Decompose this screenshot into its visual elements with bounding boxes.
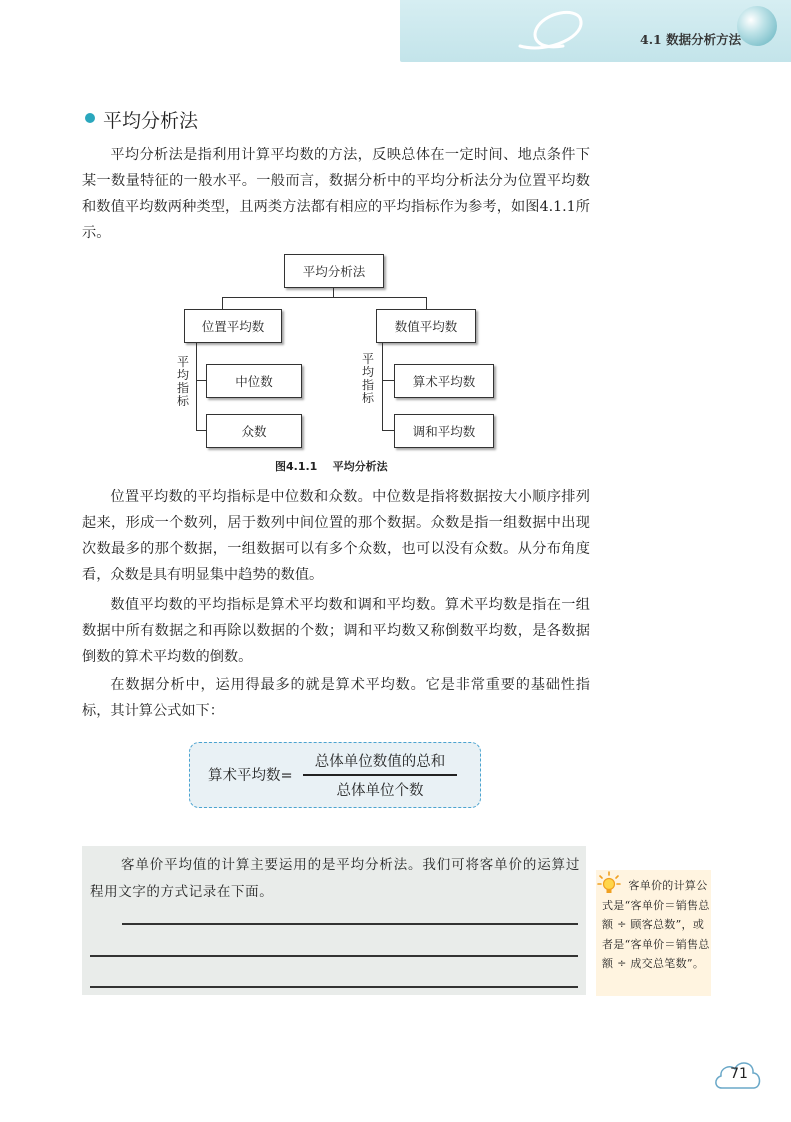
diagram-right-branch-box: 数值平均数 (376, 309, 476, 343)
formula-denominator: 总体单位个数 (336, 783, 424, 799)
answer-line[interactable] (90, 986, 578, 988)
header-sphere-icon (737, 6, 777, 46)
tip-text: 客单价的计算公式是“客单价＝销售总额 ÷ 顾客总数”，或者是“客单价＝销售总额 ÷ 成交总笔数”。 (602, 879, 710, 970)
figure-caption: 图4.1.1 平均分析法 (275, 460, 388, 473)
section-heading: 平均分析法 (103, 110, 199, 132)
diagram-node-median: 中位数 (206, 364, 302, 398)
exercise-prompt: 客单价平均值的计算主要运用的是平均分析法。我们可将客单价的运算过程用文字的方式记录在下面。 (90, 857, 580, 900)
position-average-paragraph: 位置平均数的平均指标是中位数和众数。中位数是指将数据按大小顺序排列起来，形成一个数列，居于数列中间位置的那个数据。众数是指一组数据中出现次数最多的那个数据，一组数据可以有多个众数，也可以没有众数。从分布角度看，众数是具有明显集中趋势的数值。 (82, 489, 590, 583)
bullet-dot-icon (85, 113, 95, 123)
diagram-connector (196, 430, 206, 431)
fraction-bar (303, 774, 457, 776)
formula-numerator: 总体单位数值的总和 (314, 754, 446, 770)
diagram-connector (382, 430, 394, 431)
numeric-average-paragraph: 数值平均数的平均指标是算术平均数和调和平均数。算术平均数是指在一组数据中所有数据之和再除以数据的个数；调和平均数又称倒数平均数，是各数据倒数的算术平均数的倒数。 (82, 597, 590, 665)
diagram-connector (426, 297, 427, 309)
page-number: 71 (730, 1066, 748, 1082)
diagram-root-box: 平均分析法 (284, 254, 384, 288)
formula-lhs: 算术平均数= (208, 768, 293, 784)
diagram-connector (382, 343, 383, 430)
diagram-node-harmonic-mean: 调和平均数 (394, 414, 494, 448)
diagram-connector (196, 343, 197, 430)
swoosh-logo-icon (508, 6, 598, 56)
diagram-connector (222, 297, 427, 298)
diagram-left-branch-box: 位置平均数 (184, 309, 282, 343)
answer-line[interactable] (122, 923, 578, 925)
diagram-connector (382, 380, 394, 381)
diagram-connector (196, 380, 206, 381)
usage-paragraph: 在数据分析中，运用得最多的就是算术平均数。它是非常重要的基础性指标，其计算公式如下： (82, 677, 590, 719)
intro-paragraph: 平均分析法是指利用计算平均数的方法，反映总体在一定时间、地点条件下某一数量特征的一般水平。一般而言，数据分析中的平均分析法分为位置平均数和数值平均数两种类型，且两类方法都有相应的平均指标作为参考，如图4.1.1所示。 (82, 147, 590, 241)
chapter-label: 4.1 数据分析方法 (640, 32, 742, 47)
diagram-node-arithmetic-mean: 算术平均数 (394, 364, 494, 398)
diagram-left-side-label: 平均指标 (176, 355, 189, 408)
diagram-right-side-label: 平均指标 (361, 352, 374, 405)
answer-line[interactable] (90, 955, 578, 957)
diagram-connector (222, 297, 223, 309)
diagram-node-mode: 众数 (206, 414, 302, 448)
